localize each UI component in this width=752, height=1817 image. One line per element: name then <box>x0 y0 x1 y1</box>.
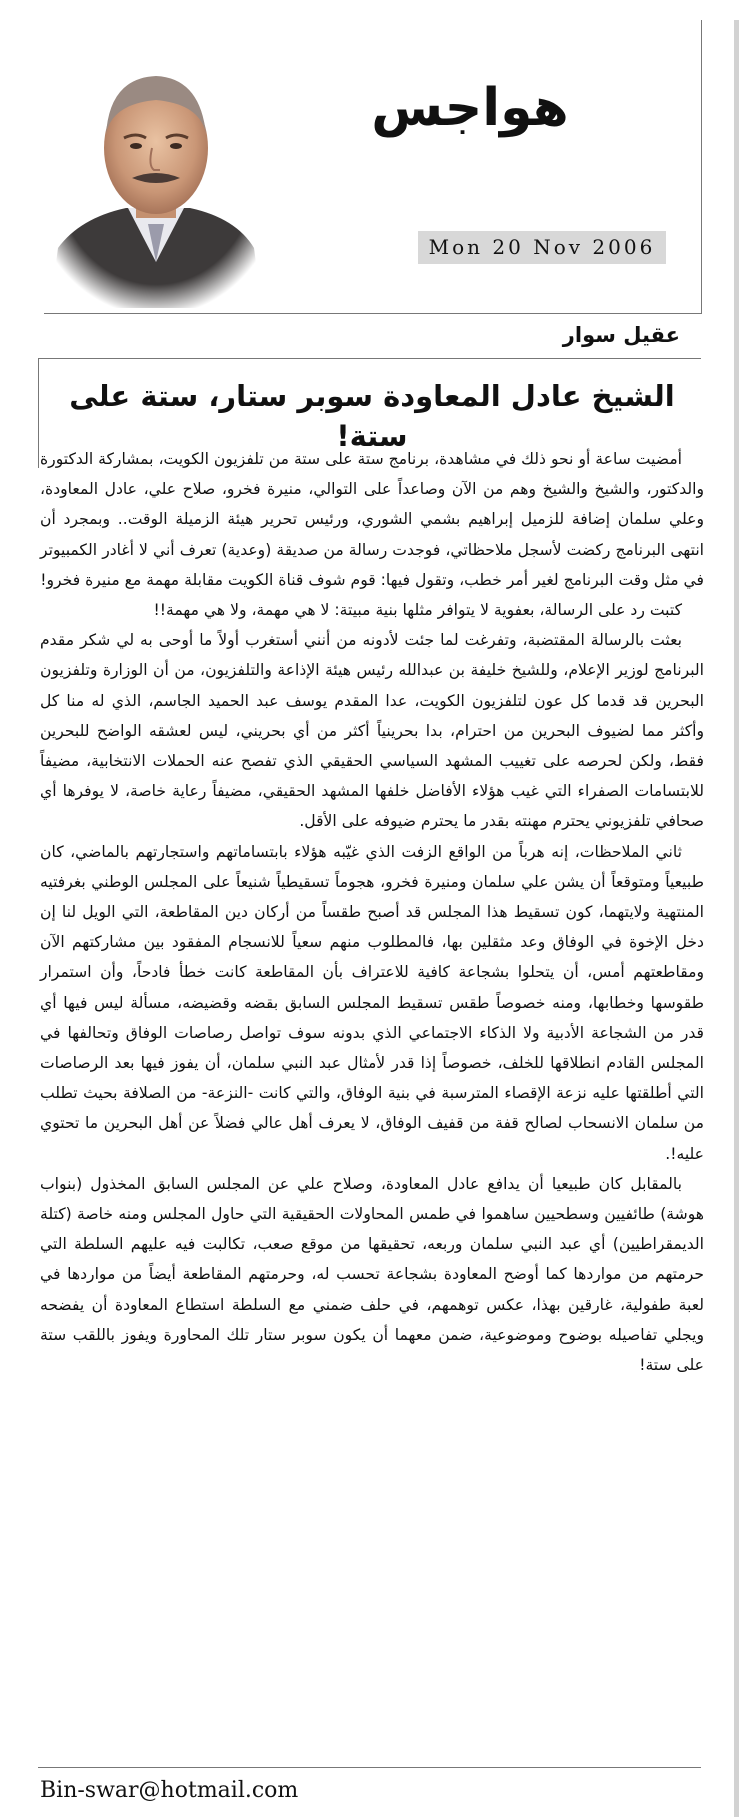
footer-rule <box>38 1767 701 1768</box>
author-name: عقيل سوار <box>562 323 680 347</box>
article-headline: الشيخ عادل المعاودة سوبر ستار، ستة على ستة! <box>69 379 675 453</box>
article-paragraph: بعثت بالرسالة المقتضبة، وتفرغت لما جئت لأدونه من أنني أستغرب أولاً ما أوحى به لي شكر مقدم البرنامج لوزير الإعلام، وللشيخ خليفة بن عبدالله رئيس هيئة الإذاعة والتلفزيون، من أن الوزارة وتلفزيون البحرين قد قدما كل عون لتلفزيون الكويت، عدا المقدم يوسف عبد الحميد الجاسم، الذي له منا كل وأكثر مما لضيوف البحرين من احترام، بدا بحرينياً أكثر من أي بحريني، ليس لعشقه الواضح للبحرين فقط، ولكن لحرصه على تغييب المشهد السياسي الحقيقي الذي تفصح عنه الحملات الانتخابية، مضيفاً للابتسامات الصفراء التي غيب هؤلاء الأفاضل خلفها المشهد الحقيقي، مضيفاً رعاية خاصة، لا يوفرها أي صحافي تلفزيوني يحترم مهنته بقدر ما يحترم ضيوفه على الأقل. <box>40 631 704 831</box>
column-title: هواجس <box>371 78 569 138</box>
article-body <box>40 444 704 1380</box>
article-paragraph: ثاني الملاحظات، إنه هرباً من الواقع الزفت الذي غيّبه هؤلاء بابتساماتهم واستجارتهم بالماضي، كان طبيعياً ومتوقعاً أن يشن علي سلمان ومنيرة فخرو، هجوماً تسقيطياً شنيعاً على المجلس الوطني بغرفتيه المنتهية ولايتهما، كون تسقيط هذا المجلس قد أصبح طقساً من أركان دين المقاطعة، التي الويل لنا إن دخل الإخوة في الوفاق وعد مثقلين بها، فالمطلوب منهم سعياً للانسجام المفقود بين مشاركتهم الآن ومقاطعتهم أمس، أن يتحلوا بشجاعة كافية للاعتراف بأن المقاطعة كانت خطأ فادحاً، وأن استمرار طقوسها وخطابها، ومنه خصوصاً طقس تسقيط المجلس السابق بقضه وقضيضه، مسألة ليس فيها أي قدر من الشجاعة الأدبية ولا الذكاء الاجتماعي الذي بدونه سوف تواصل رصاصات الوفاق وتحالفها في المجلس القادم انطلاقها للخلف، خصوصاً إذا قدر لأمثال عبد النبي سلمان، أن يفوز فيها بعد الرصاصات التي أطلقتها عليه نزعة الإقصاء المترسبة في بنية الوفاق، والتي كانت -النزعة- من الصلافة بحيث تطلب من سلمان الانسحاب لصالح قفة من قفيف الوفاق، لا يعرف أهل عالي فضلاً عن أهل البحرين ما تحتوي عليه!. <box>40 842 704 1163</box>
headline-left-rule <box>38 358 39 468</box>
article-paragraph: بالمقابل كان طبيعيا أن يدافع عادل المعاودة، وصلاح علي عن المجلس السابق المخذول (بنواب هوشة) طائفيين وسطحيين ساهموا في طمس المحاولات الحقيقية التي حاول المجلس ومنه خاصة (كتلة الديمقراطيين) أي عبد النبي سلمان وربعه، تحقيقها من موقع صعب، تكالبت فيه عليهم السلطة التي حرمتهم من مواردها كما أوضح المعاودة بشجاعة تحسب له، وحرمتهم المقاطعة أيضاً من مواردها في لعبة طفولية، غارقين بهذا، عكس توهمهم، في حلف ضمني مع السلطة استطاع المعاودة أن يفضحه ويجلي تفاصيله بوضوح وموضوعية، ضمن معهما أن يكون سوبر ستار تلك المحاورة ويفوز باللقب ستة على ستة! <box>40 1174 704 1375</box>
right-margin-rule <box>734 20 739 1817</box>
headline-top-rule <box>38 358 701 359</box>
article-paragraph: كتبت رد على الرسالة، بعفوية لا يتوافر مثلها بنية مبيتة: لا هي مهمة، ولا هي مهمة!! <box>153 601 682 620</box>
author-email: Bin-swar@hotmail.com <box>40 1778 299 1803</box>
publication-date: Mon 20 Nov 2006 <box>418 231 666 264</box>
article-paragraph: أمضيت ساعة أو نحو ذلك في مشاهدة، برنامج ستة على ستة من تلفزيون الكويت، بمشاركة الدكتورة والدكتور، والشيخ والشيخ وهم من الآن وصاعداً على التوالي، منيرة فخرو، صلاح علي، عادل المعاودة، وعلي سلمان إضافة للزميل إبراهيم بشمي الشوري، ورئيس تحرير هيئة الزميلة الوقت.. وبمجرد أن انتهى البرنامج ركضت لأسجل ملاحظاتي، فوجدت رسالة من صديقة (وعدية) تعرف أني لا أغادر الكمبيوتر في مثل وقت البرنامج لغير أمر خطب، وتقول فيها: قوم شوف قناة الكويت مقابلة مهمة مع منيرة فخرو! <box>40 450 704 589</box>
author-photo <box>40 48 272 308</box>
